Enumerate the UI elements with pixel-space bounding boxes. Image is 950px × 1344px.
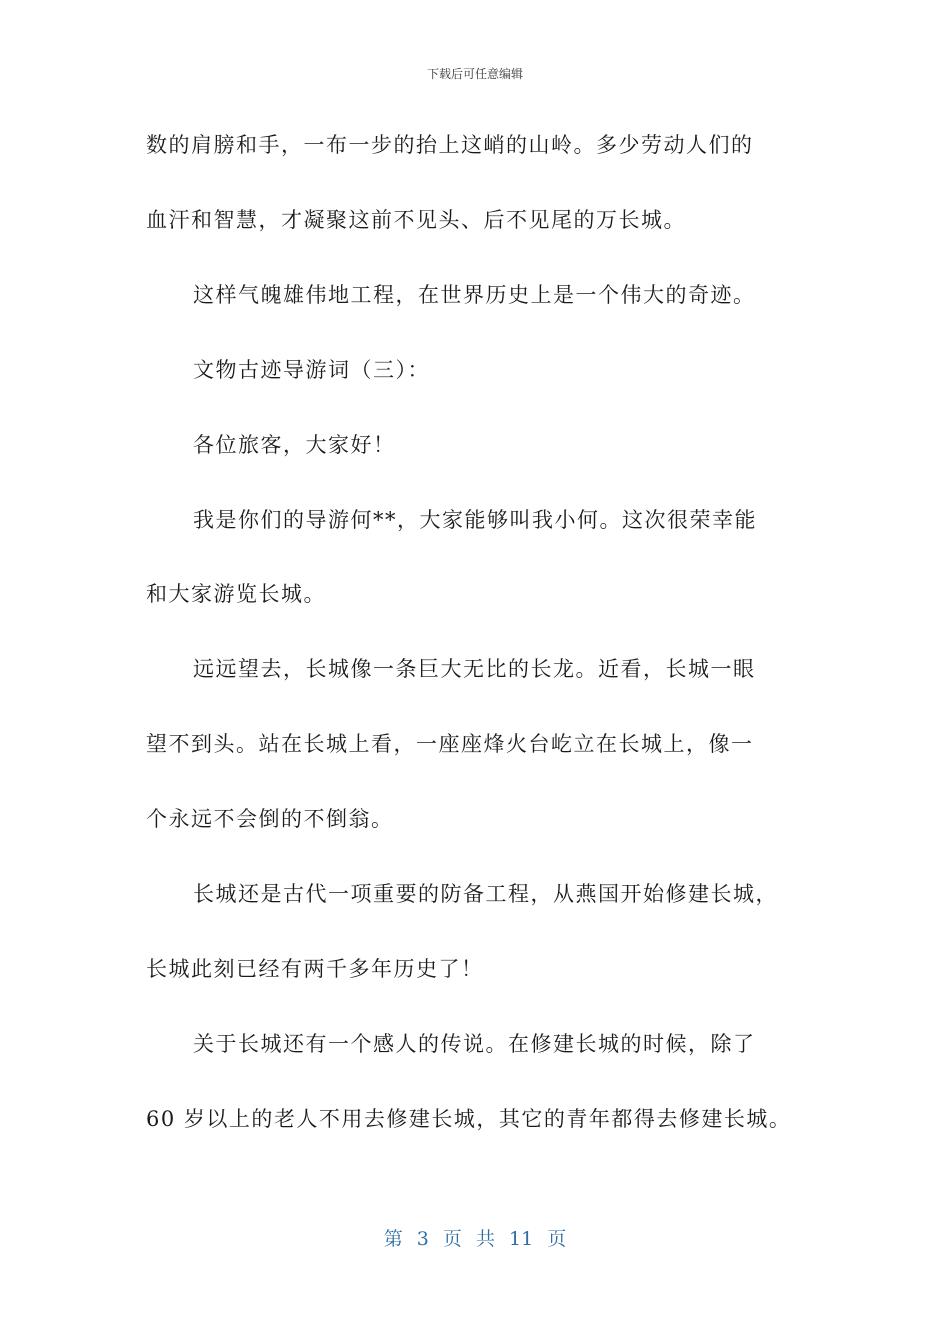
section-heading: 文物古迹导游词（三）： [193, 358, 430, 382]
text-line: 望不到头。站在长城上看，一座座烽火台屹立在长城上，像一 [146, 732, 754, 756]
page-number: 第 3 页 共 11 页 [383, 1228, 567, 1250]
text-line: 和大家游览长城。 [146, 582, 326, 606]
text-line: 长城此刻已经有两千多年历史了！ [146, 957, 484, 981]
page-header: 下载后可任意编辑 [426, 67, 523, 81]
text-line: 长城还是古代一项重要的防备工程，从燕国开始修建长城， [193, 882, 778, 906]
text-line: 血汗和智慧，才凝聚这前不见头、后不见尾的万长城。 [146, 208, 686, 232]
text-line: 各位旅客，大家好！ [193, 433, 396, 457]
text-line: 这样气魄雄伟地工程，在世界历史上是一个伟大的奇迹。 [193, 283, 756, 307]
text-line: 远远望去，长城像一条巨大无比的长龙。近看，长城一眼 [193, 657, 756, 681]
text-line: 个永远不会倒的不倒翁。 [146, 807, 394, 831]
text-line: 我是你们的导游何**，大家能够叫我小何。这次很荣幸能 [193, 508, 757, 532]
text-line: 关于长城还有一个感人的传说。在修建长城的时候，除了 [193, 1032, 756, 1056]
text-line: 数的肩膀和手，一布一步的抬上这峭的山岭。多少劳动人们的 [146, 133, 754, 157]
text-line: 60 岁以上的老人不用去修建长城，其它的青年都得去修建长城。 [146, 1107, 792, 1131]
